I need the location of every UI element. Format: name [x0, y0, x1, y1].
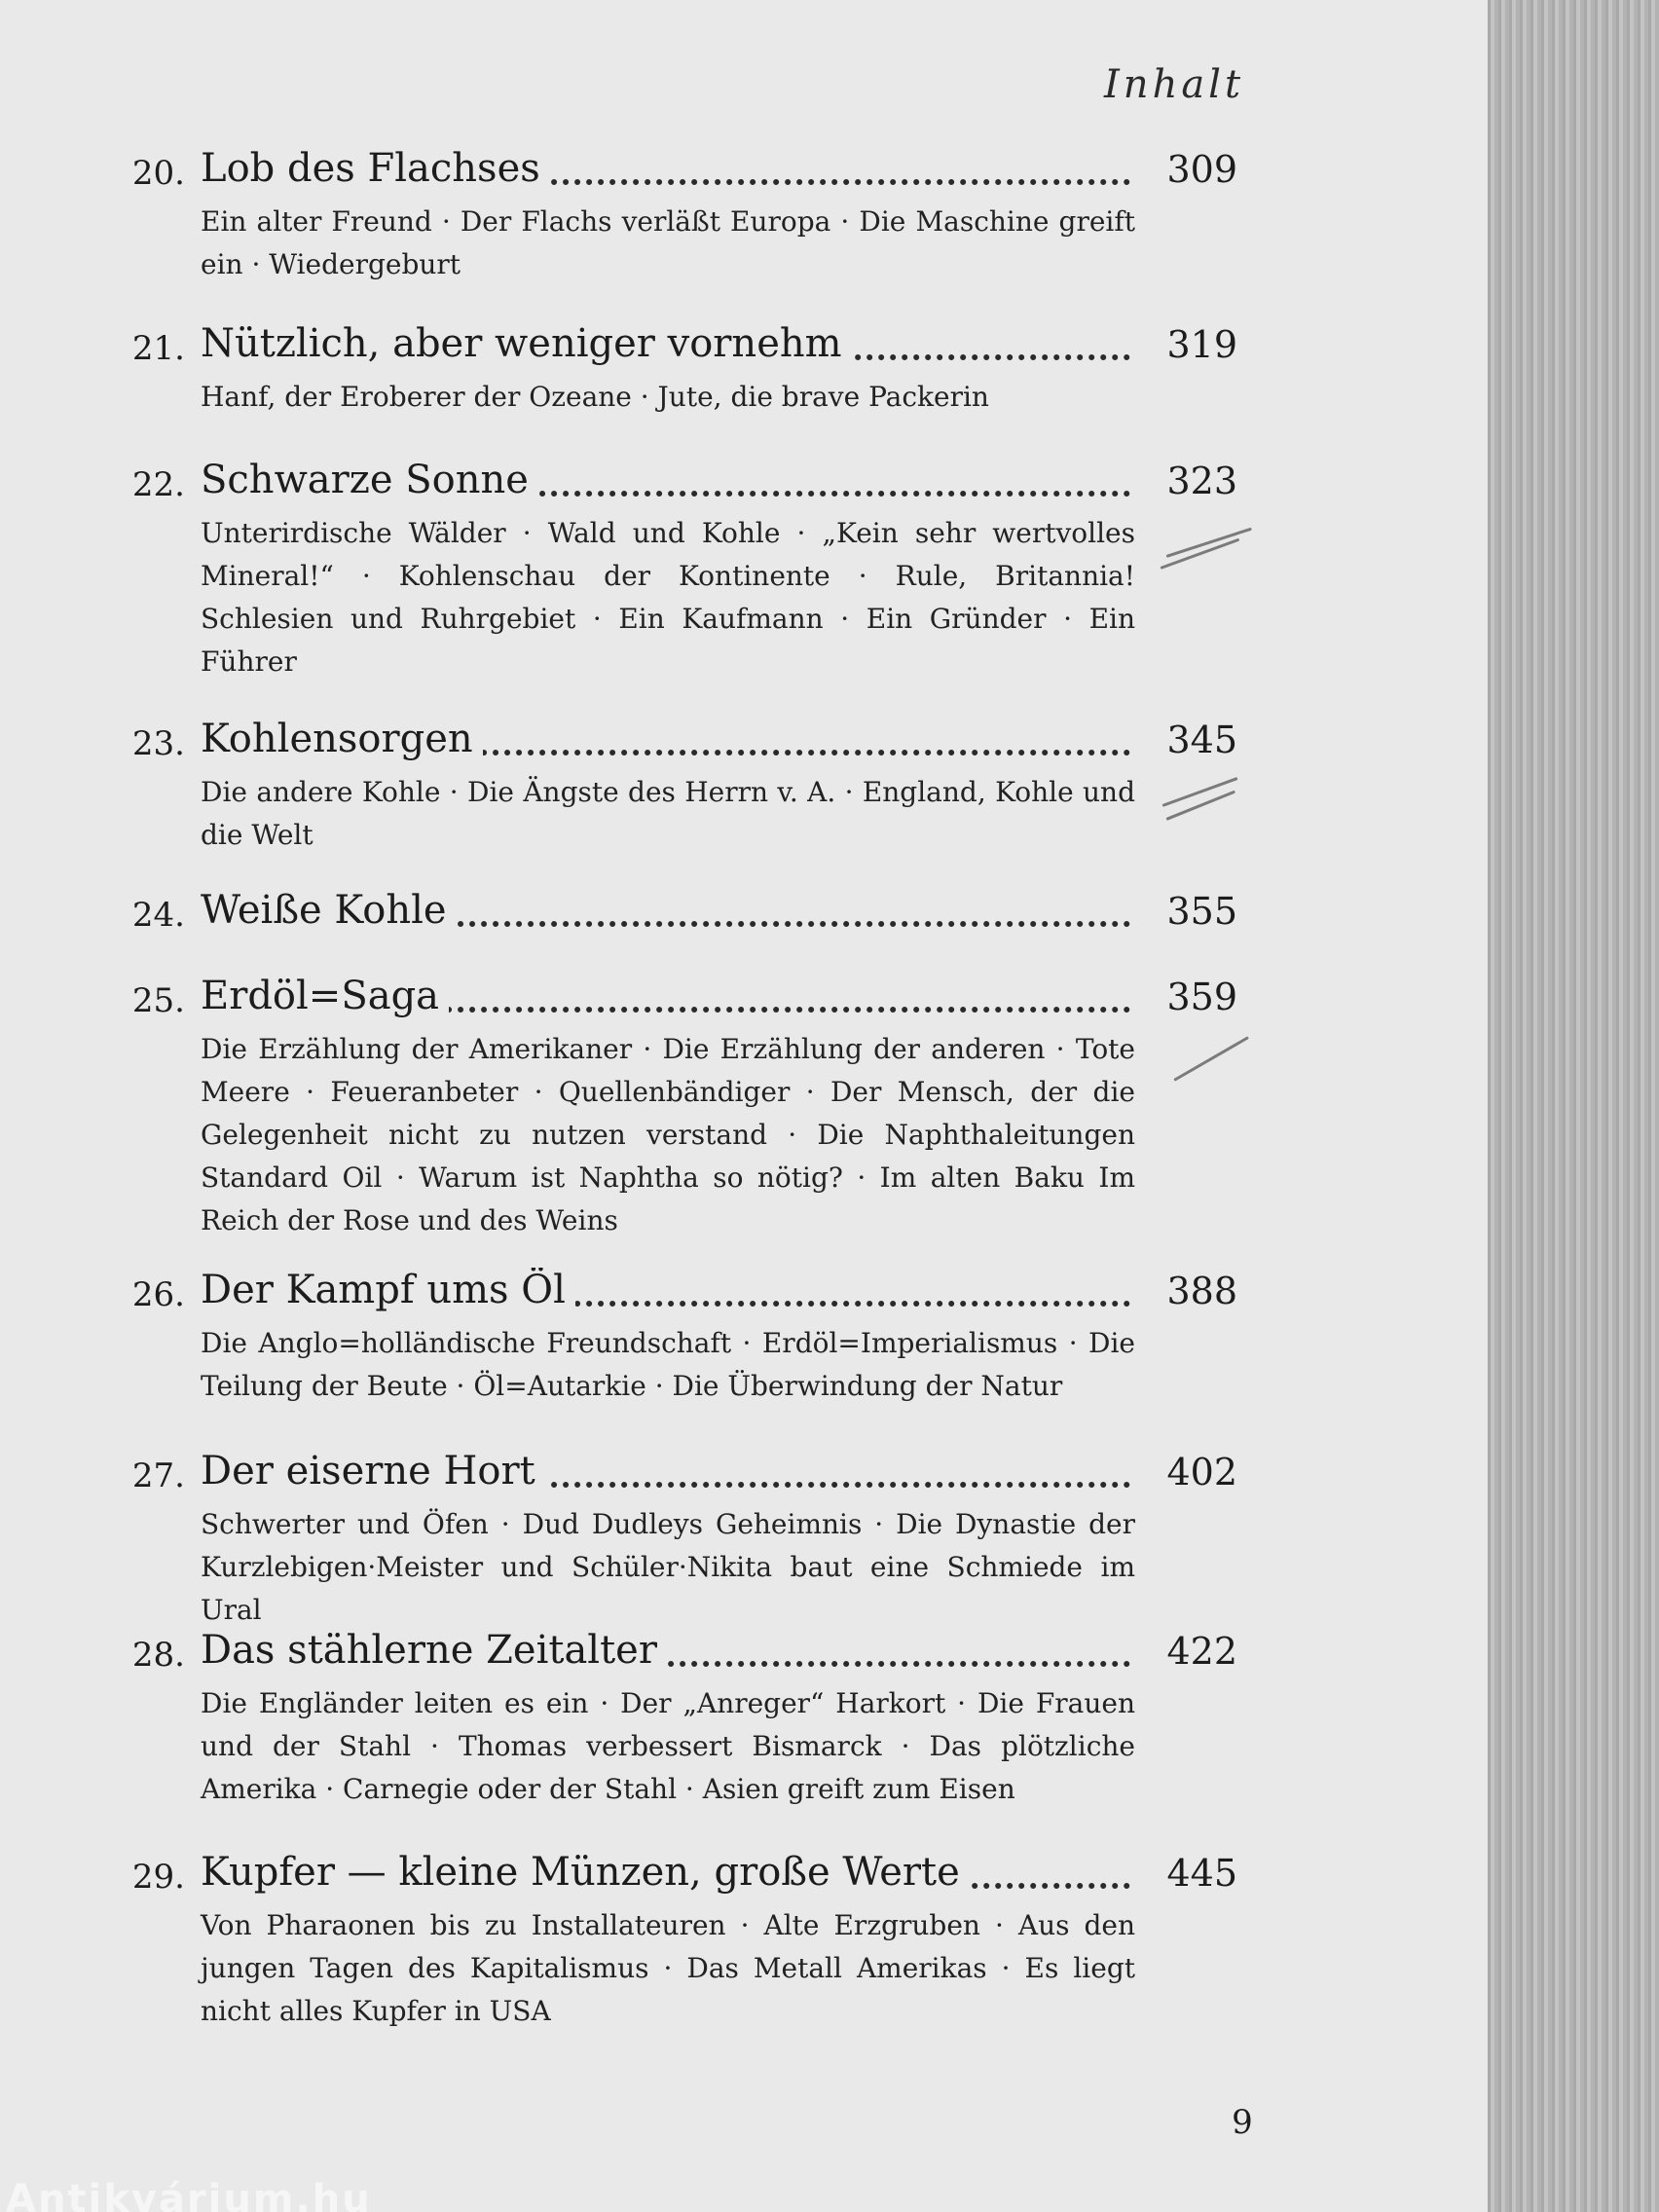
toc-entry [0, 321, 1488, 413]
page-number: 345 [1130, 719, 1237, 761]
background-surface [1488, 0, 1659, 2212]
chapter-number: 27. [131, 1456, 185, 1495]
page-number: 319 [1130, 323, 1237, 366]
toc-title-row [0, 321, 1488, 372]
folio-page-number: 9 [1232, 2103, 1253, 2142]
toc-entry [0, 458, 1488, 678]
page-number: 445 [1130, 1852, 1237, 1895]
running-head: Inhalt [1104, 62, 1245, 107]
chapter-title [201, 1850, 1125, 1895]
chapter-title [201, 458, 1125, 502]
page-number: 323 [1130, 460, 1237, 502]
toc-title-row [0, 1449, 1488, 1499]
toc-title-row [0, 1268, 1488, 1318]
chapter-subtopics: Ein alter Freund · Der Flachs verläßt Europa · Die Maschine greift ein · Wiedergeburt [201, 205, 1135, 280]
chapter-title [201, 717, 1125, 761]
page-number: 359 [1130, 976, 1237, 1018]
chapter-subtopics: Schwerter und Öfen · Dud Dudleys Geheimnis · Die Dynastie der Kurzlebigen·Meister und Schüler·Nikita baut eine Schmiede im Ural [201, 1508, 1135, 1626]
page-number: 422 [1130, 1630, 1237, 1673]
chapter-title-text: Der eiserne Hort [201, 1449, 545, 1493]
chapter-subtopics: Hanf, der Eroberer der Ozeane · Jute, die brave Packerin [201, 381, 989, 413]
toc-entry [0, 888, 1488, 939]
toc-entry [0, 717, 1488, 851]
toc-title-row [0, 974, 1488, 1024]
chapter-title-text: Der Kampf ums Öl [201, 1268, 575, 1312]
toc-title-row [0, 1628, 1488, 1678]
chapter-subtopics: Die Engländer leiten es ein · Der „Anreger“ Harkort · Die Frauen und der Stahl · Thomas verbessert Bismarck · Das plötzliche Amerika · Carnegie oder der Stahl · Asien greift zum Eisen [201, 1687, 1135, 1805]
toc-entry [0, 1268, 1488, 1402]
chapter-title-text: Lob des Flachses [201, 146, 550, 191]
chapter-subtopics: Die Anglo=holländische Freundschaft · Erdöl=Imperialismus · Die Teilung der Beute · Öl=Autarkie · Die Überwindung der Natur [201, 1327, 1135, 1402]
chapter-subtopics: Von Pharaonen bis zu Installateuren · Alte Erzgruben · Aus den jungen Tagen des Kapitalismus · Das Metall Amerikas · Es liegt nicht alles Kupfer in USA [201, 1909, 1135, 2027]
pencil-mark [1173, 1036, 1249, 1082]
chapter-title-text: Kohlensorgen [201, 717, 483, 761]
chapter-title-text: Schwarze Sonne [201, 458, 538, 502]
pencil-mark [1161, 777, 1237, 807]
chapter-title-text: Nützlich, aber weniger vornehm [201, 321, 852, 366]
toc-title-row [0, 888, 1488, 939]
toc-title-row [0, 146, 1488, 197]
toc-entry [0, 146, 1488, 280]
chapter-title [201, 1628, 1125, 1673]
toc-entry [0, 1850, 1488, 2027]
chapter-number: 26. [131, 1275, 185, 1314]
chapter-number: 20. [131, 154, 185, 193]
chapter-subtopics: Unterirdische Wälder · Wald und Kohle · „Kein sehr wertvolles Mineral!“ · Kohlenschau der Kontinente · Rule, Britannia! Schlesien und Ruhrgebiet · Ein Kaufmann · Ein Gründer · Ein Führer [201, 517, 1135, 678]
chapter-title [201, 888, 1125, 933]
chapter-title-text: Weiße Kohle [201, 888, 457, 933]
toc-title-row [0, 1850, 1488, 1900]
chapter-number: 24. [131, 896, 185, 935]
toc-entry [0, 974, 1488, 1236]
chapter-number: 22. [131, 465, 185, 504]
chapter-title-text: Das stählerne Zeitalter [201, 1628, 667, 1673]
chapter-subtopics: Die andere Kohle · Die Ängste des Herrn v. A. · England, Kohle und die Welt [201, 776, 1135, 851]
chapter-title [201, 1449, 1125, 1493]
toc-title-row [0, 717, 1488, 767]
toc-entry [0, 1449, 1488, 1626]
chapter-subtopics: Die Erzählung der Amerikaner · Die Erzählung der anderen · Tote Meere · Feueranbeter · Quellenbändiger · Der Mensch, der die Gelegenheit nicht zu nutzen verstand · Die Naphthaleitungen Standard Oil · Warum ist Naphtha so nötig? · Im alten Baku Im Reich der Rose und des Weins [201, 1033, 1135, 1236]
page-number: 388 [1130, 1270, 1237, 1312]
chapter-title-text: Kupfer — kleine Münzen, große Werte [201, 1850, 970, 1895]
chapter-number: 29. [131, 1858, 185, 1897]
pencil-mark [1165, 791, 1235, 821]
chapter-title [201, 321, 1125, 366]
chapter-title [201, 1268, 1125, 1312]
page-number: 355 [1130, 890, 1237, 933]
chapter-title [201, 974, 1125, 1018]
watermark: Antikvárium.hu [6, 2177, 372, 2212]
toc-title-row [0, 458, 1488, 508]
chapter-title-text: Erdöl=Saga [201, 974, 449, 1018]
pencil-mark [1166, 528, 1252, 558]
chapter-number: 23. [131, 724, 185, 763]
chapter-number: 21. [131, 329, 185, 368]
toc-entry [0, 1628, 1488, 1805]
page-number: 402 [1130, 1451, 1237, 1493]
chapter-number: 28. [131, 1636, 185, 1675]
page-number: 309 [1130, 148, 1237, 191]
chapter-number: 25. [131, 981, 185, 1020]
chapter-title [201, 146, 1125, 191]
